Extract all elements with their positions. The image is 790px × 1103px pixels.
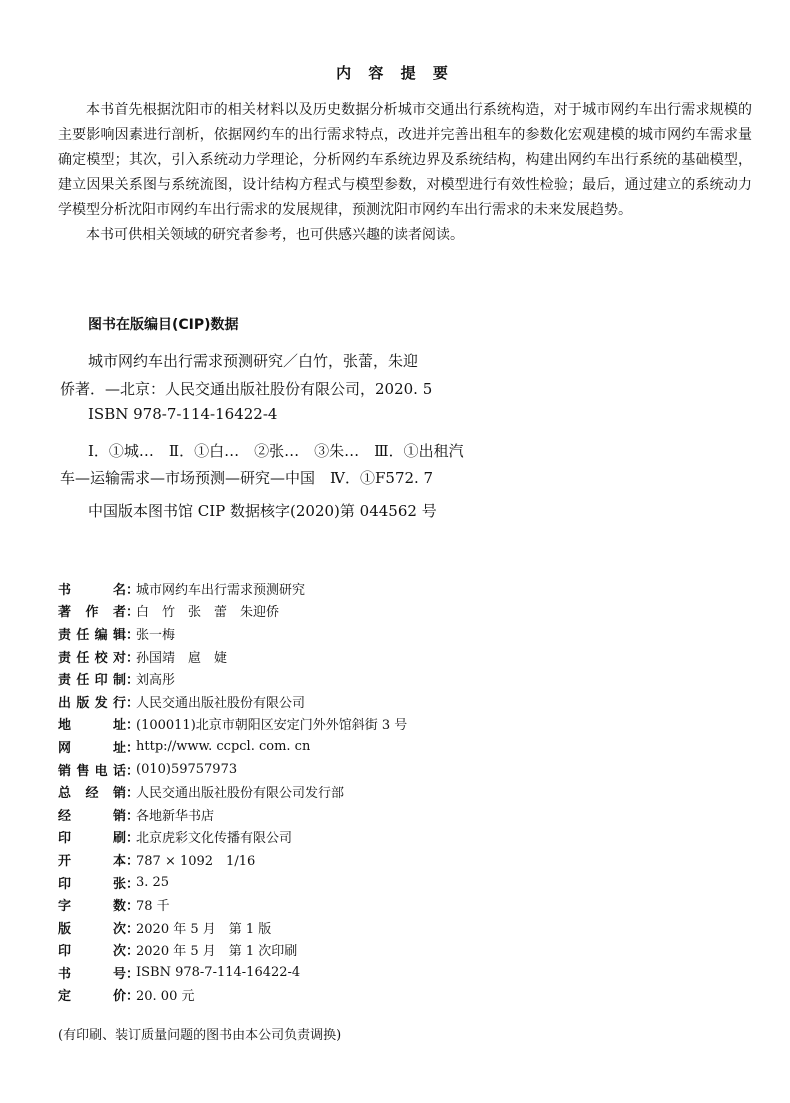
info-row <box>58 645 407 668</box>
info-row <box>58 780 407 803</box>
info-row <box>58 577 407 600</box>
cip-line-1: 城市网约车出行需求预测研究／白竹，张蕾，朱迎 <box>88 352 419 370</box>
info-row <box>58 667 407 690</box>
info-value: 787 × 1092 1/16 <box>136 853 256 869</box>
info-colon: ： <box>126 921 140 937</box>
info-colon: ： <box>126 763 140 779</box>
summary-paragraph-2: 本书可供相关领域的研究者参考，也可供感兴趣的读者阅读。 <box>86 227 464 243</box>
info-label: 经 销 <box>58 808 126 824</box>
info-label: 书 名 <box>58 582 126 598</box>
info-colon: ： <box>126 627 140 643</box>
info-value: 孙国靖 扈 婕 <box>136 650 228 666</box>
info-colon: ： <box>126 944 140 960</box>
info-row <box>58 984 407 1007</box>
info-label: 版 次 <box>58 921 126 937</box>
info-label: 责 任 编 辑 <box>58 627 126 643</box>
info-value: 城市网约车出行需求预测研究 <box>136 582 306 598</box>
cip-line-3: ISBN 978-7-114-16422-4 <box>88 405 278 423</box>
info-colon: ： <box>126 605 140 621</box>
info-value: 白 竹 张 蕾 朱迎侨 <box>136 605 280 621</box>
info-label: 定 价 <box>58 989 126 1005</box>
info-value: 张一梅 <box>136 627 176 643</box>
info-label: 地 址 <box>58 718 126 734</box>
info-value: 各地新华书店 <box>136 808 215 824</box>
info-label: 出 版 发 行 <box>58 695 126 711</box>
cip-line-5: 车—运输需求—市场预测—研究—中国 Ⅳ．①F572. 7 <box>60 469 434 487</box>
publication-info-table <box>58 577 407 1006</box>
info-row <box>58 961 407 984</box>
info-value: 3. 25 <box>136 874 170 890</box>
info-row <box>58 916 407 939</box>
info-value: 2020 年 5 月 第 1 次印刷 <box>136 944 298 960</box>
info-value: 20. 00 元 <box>136 989 195 1005</box>
info-colon: ： <box>126 786 140 802</box>
info-label: 责 任 校 对 <box>58 650 126 666</box>
summary-title: 内 容 提 要 <box>336 64 454 82</box>
info-label: 书 号 <box>58 966 126 982</box>
cip-heading: 图书在版编目(CIP)数据 <box>88 317 239 333</box>
info-value: 人民交通出版社股份有限公司发行部 <box>136 786 345 802</box>
info-colon: ： <box>126 853 140 869</box>
info-colon: ： <box>126 650 140 666</box>
info-value: 刘高彤 <box>136 673 176 689</box>
info-label: 总 经 销 <box>58 786 126 802</box>
info-value: 北京虎彩文化传播有限公司 <box>136 831 293 847</box>
info-colon: ： <box>126 899 140 915</box>
info-label: 开 本 <box>58 853 126 869</box>
info-value: ISBN 978-7-114-16422-4 <box>136 964 301 980</box>
info-value: 78 千 <box>136 899 170 915</box>
summary-paragraph-1: 本书首先根据沈阳市的相关材料以及历史数据分析城市交通出行系统构造，对于城市网约车出行需求规模的主要影响因素进行剖析，依据网约车的出行需求特点，改进并完善出租车的参数化宏观建模的城市网约车需求量确定模型；其次，引入系统动力学理论，分析网约车系统边界及系统结构，构建出网约车出行系统的基础模型，建立因果关系图与系统流图，设计结构方程式与模型参数，对模型进行有效性检验；最后，通过建立的系统动力学模型分析沈阳市网约车出行需求的发展规律，预测沈阳市网约车出行需求的未来发展趋势。 <box>58 102 752 218</box>
info-value: (010)59757973 <box>136 761 238 777</box>
info-label: 销 售 电 话 <box>58 763 126 779</box>
info-row <box>58 939 407 962</box>
info-value: (100011)北京市朝阳区安定门外外馆斜街 3 号 <box>136 718 408 734</box>
info-colon: ： <box>126 673 140 689</box>
cip-line-4: Ⅰ．①城… Ⅱ．①白… ②张… ③朱… Ⅲ．①出租汽 <box>88 442 464 460</box>
info-label: 字 数 <box>58 899 126 915</box>
info-colon: ： <box>126 808 140 824</box>
info-row <box>58 826 407 849</box>
info-colon: ： <box>126 876 140 892</box>
info-colon: ： <box>126 831 140 847</box>
summary-body <box>58 98 752 248</box>
cip-line-2: 侨著．—北京：人民交通出版社股份有限公司，2020. 5 <box>60 380 433 398</box>
info-value: http://www. ccpcl. com. cn <box>136 738 311 754</box>
info-colon: ： <box>126 695 140 711</box>
info-row <box>58 758 407 781</box>
info-row <box>58 735 407 758</box>
quality-notice: (有印刷、装订质量问题的图书由本公司负责调换) <box>58 1028 342 1043</box>
info-colon: ： <box>126 966 140 982</box>
info-colon: ： <box>126 718 140 734</box>
info-row <box>58 690 407 713</box>
info-label: 印 张 <box>58 876 126 892</box>
info-row <box>58 893 407 916</box>
info-label: 网 址 <box>58 740 126 756</box>
info-row <box>58 803 407 826</box>
info-label: 印 刷 <box>58 831 126 847</box>
info-colon: ： <box>126 989 140 1005</box>
info-colon: ： <box>126 740 140 756</box>
info-label: 印 次 <box>58 944 126 960</box>
info-row <box>58 713 407 736</box>
info-value: 2020 年 5 月 第 1 版 <box>136 921 272 937</box>
info-value: 人民交通出版社股份有限公司 <box>136 695 306 711</box>
cip-line-6: 中国版本图书馆 CIP 数据核字(2020)第 044562 号 <box>88 502 437 520</box>
info-row <box>58 622 407 645</box>
info-row <box>58 871 407 894</box>
info-row <box>58 600 407 623</box>
info-label: 责 任 印 制 <box>58 673 126 689</box>
info-row <box>58 848 407 871</box>
info-label: 著 作 者 <box>58 605 126 621</box>
info-colon: ： <box>126 582 140 598</box>
